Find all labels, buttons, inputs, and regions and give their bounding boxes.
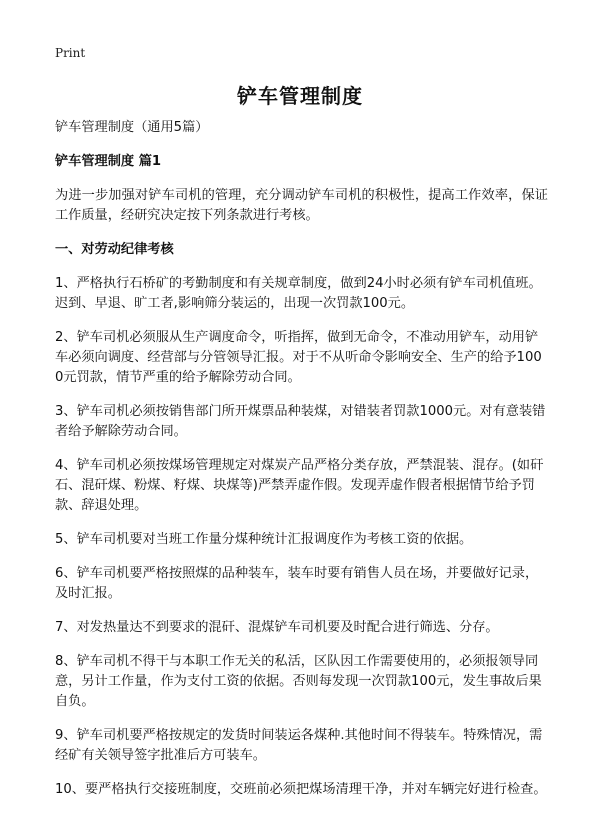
clause-item: 1、严格执行石桥矿的考勤制度和有关规章制度，做到24小时必须有铲车司机值班。迟到、早退、旷工者,影响筛分装运的，出现一次罚款100元。 <box>55 276 542 311</box>
clause-item: 4、铲车司机必须按煤场管理规定对煤炭产品严格分类存放，严禁混装、混存。(如矸石、混矸煤、粉煤、籽煤、块煤等)严禁弄虚作假。发现弄虚作假者根据情节给予罚款、辞退处理。 <box>55 458 544 513</box>
clause-item: 10、要严格执行交接班制度，交班前必须把煤场清理干净，并对车辆完好进行检查。 <box>55 782 547 797</box>
intro-paragraph: 为进一步加强对铲车司机的管理，充分调动铲车司机的积极性，提高工作效率，保证工作质量，经研究决定按下列条款进行考核。 <box>55 188 548 223</box>
part-title: 铲车管理制度 篇1 <box>55 154 162 169</box>
clause-list <box>55 274 548 800</box>
section-heading: 一、对劳动纪律考核 <box>55 242 174 257</box>
clause-item: 9、铲车司机要严格按规定的发货时间装运各煤种.其他时间不得装车。特殊情况，需经矿有关领导签字批准后方可装车。 <box>55 728 543 763</box>
clause-item: 7、对发热量达不到要求的混矸、混煤铲车司机要及时配合进行筛选、分存。 <box>55 620 499 635</box>
clause-item: 5、铲车司机要对当班工作量分煤种统计汇报调度作为考核工资的依据。 <box>55 532 473 547</box>
clause-item: 3、铲车司机必须按销售部门所开煤票品种装煤，对错装者罚款1000元。对有意装错者给予解除劳动合同。 <box>55 404 546 439</box>
document-body <box>55 118 548 814</box>
clause-item: 2、铲车司机必须服从生产调度命令，听指挥，做到无命令，不准动用铲车，动用铲车必须向调度、经营部与分管领导汇报。对于不从听命令影响安全、生产的给予1000元罚款，情节严重的给予解除劳动合同。 <box>55 330 542 385</box>
clause-item: 8、铲车司机不得干与本职工作无关的私活，区队因工作需要使用的，必须报领导同意，另计工作量，作为支付工资的依据。否则每发现一次罚款100元，发生事故后果自负。 <box>55 654 542 709</box>
print-label: Print <box>55 46 86 60</box>
clause-item: 6、铲车司机要严格按照煤的品种装车，装车时要有销售人员在场，并要做好记录，及时汇报。 <box>55 566 539 601</box>
document-title: 铲车管理制度 <box>237 84 363 108</box>
document-subtitle: 铲车管理制度（通用5篇） <box>55 120 209 135</box>
